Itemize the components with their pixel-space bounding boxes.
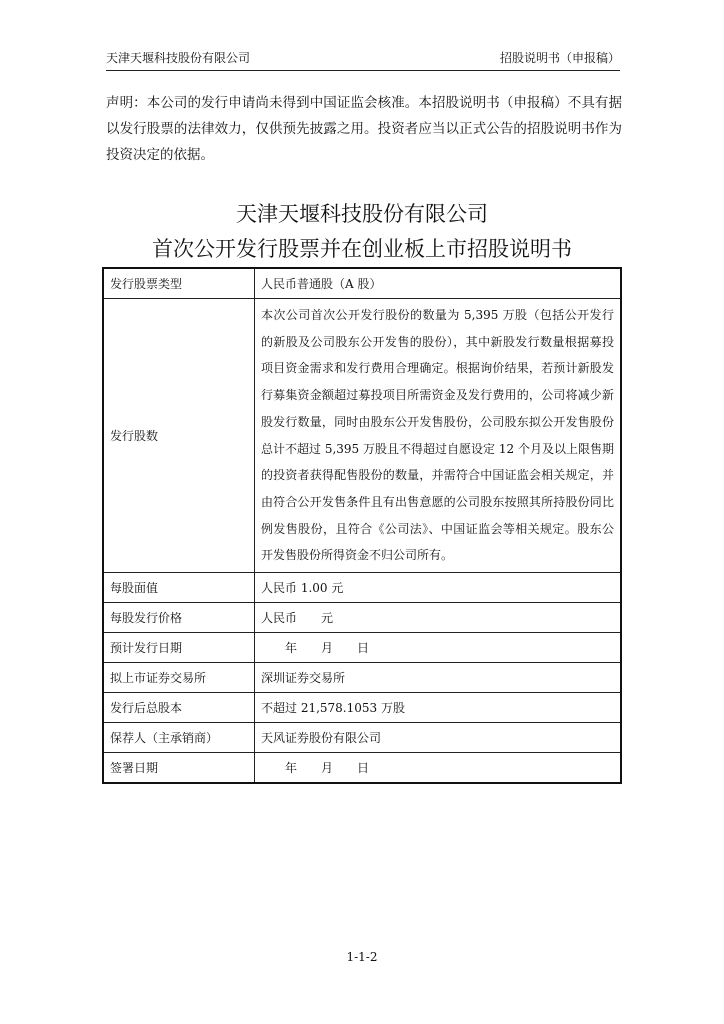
- row-value: 年 月 日: [255, 633, 622, 663]
- row-value: 人民币 1.00 元: [255, 573, 622, 603]
- table-row: [103, 603, 621, 633]
- row-label: 发行股票类型: [103, 268, 255, 299]
- row-value: 人民币 元: [255, 603, 622, 633]
- row-label: 每股发行价格: [103, 603, 255, 633]
- row-value: 不超过 21,578.1053 万股: [255, 693, 622, 723]
- table-row: [103, 723, 621, 753]
- row-value: 年 月 日: [255, 753, 622, 784]
- title-company: 天津天堰科技股份有限公司: [236, 202, 488, 226]
- page-header: [106, 48, 620, 71]
- table-row: [103, 693, 621, 723]
- row-value: 本次公司首次公开发行股份的数量为 5,395 万股（包括公开发行的新股及公司股东公开发售的股份），其中新股发行数量根据募投项目资金需求和发行费用合理确定。根据询价结果，若预计新股发行募集资金额超过募投项目所需资金及发行费用的，公司将减少新股发行数量，同时由股东公开发售股份，公司股东拟公开发售股份总计不超过 5,395 万股且不得超过自愿设定 12 个月及以上限售期的投资者获得配售股份的数量，并需符合中国证监会相关规定，并由符合公开发售条件且有出售意愿的公司股东按照其所持股份同比例发售股份，且符合《公司法》、中国证监会等相关规定。股东公开发售股份所得资金不归公司所有。: [255, 299, 622, 573]
- table-row: [103, 633, 621, 663]
- disclaimer-notice: 声明：本公司的发行申请尚未得到中国证监会核准。本招股说明书（申报稿）不具有据以发行股票的法律效力，仅供预先披露之用。投资者应当以正式公告的招股说明书作为投资决定的依据。: [106, 95, 622, 163]
- offering-info-table: [102, 267, 622, 784]
- header-company: 天津天堰科技股份有限公司: [106, 51, 251, 65]
- row-label: 每股面值: [103, 573, 255, 603]
- table-row: [103, 663, 621, 693]
- page-number: 1-1-2: [346, 950, 378, 964]
- title-prospectus: 首次公开发行股票并在创业板上市招股说明书: [152, 237, 572, 261]
- row-label: 发行股数: [103, 299, 255, 573]
- row-value: 天风证券股份有限公司: [255, 723, 622, 753]
- table-row: [103, 299, 621, 573]
- row-value: 深圳证券交易所: [255, 663, 622, 693]
- header-doc-type: 招股说明书（申报稿）: [499, 51, 620, 65]
- table-row: [103, 753, 621, 784]
- row-label: 发行后总股本: [103, 693, 255, 723]
- row-label: 保荐人（主承销商）: [103, 723, 255, 753]
- table-row: [103, 268, 621, 299]
- row-label: 预计发行日期: [103, 633, 255, 663]
- row-label: 拟上市证券交易所: [103, 663, 255, 693]
- row-label: 签署日期: [103, 753, 255, 784]
- row-value: 人民币普通股（A 股）: [255, 268, 622, 299]
- table-row: [103, 573, 621, 603]
